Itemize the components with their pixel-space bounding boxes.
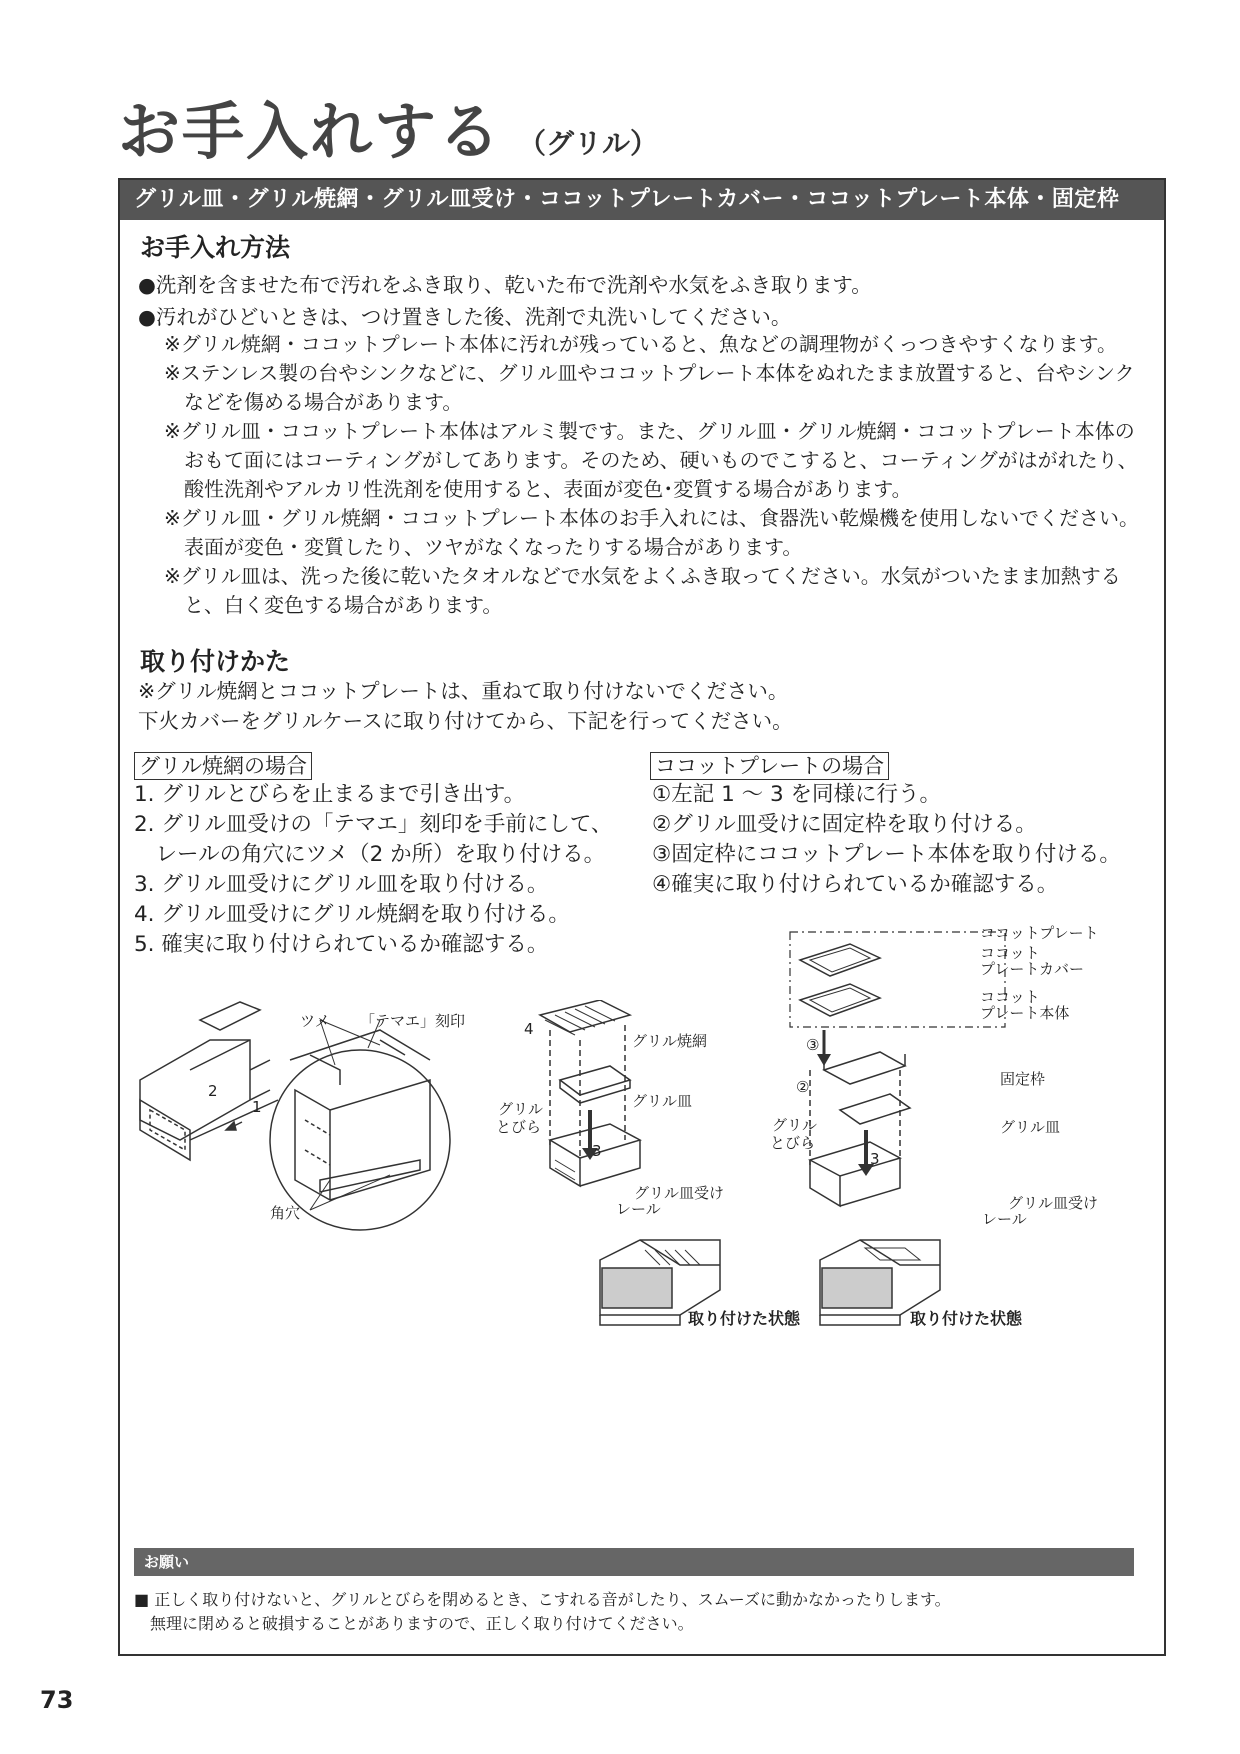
- cocotte-step: ②グリル皿受けに固定枠を取り付ける。: [652, 812, 1037, 837]
- care-note-6: ※グリル皿は、洗った後に乾いたタオルなどで水気をよくふき取ってください。水気がついたまま加熱すると、白く変色する場合があります。: [164, 564, 1121, 617]
- grill-net-steps: [134, 780, 612, 960]
- label-num-3: 3: [592, 1142, 602, 1160]
- content-frame: [118, 178, 1166, 1656]
- care-notes: [164, 330, 1144, 620]
- care-note-5: 表面が変色・変質したり、ツヤがなくなったりする場合があります。: [184, 535, 803, 559]
- label-num-2: 2: [208, 1082, 218, 1100]
- label-temae: 「テマエ」刻印: [360, 1012, 466, 1030]
- request-heading: お願い: [134, 1548, 1134, 1576]
- attach-line-2: 下火カバーをグリルケースに取り付けてから、下記を行ってください。: [138, 709, 793, 733]
- label-num-4: 4: [524, 1020, 534, 1038]
- care-bullet-1: ●洗剤を含ませた布で汚れをふき取り、乾いた布で洗剤や水気をふき取ります。: [138, 273, 872, 297]
- care-note-3: ※グリル皿・ココットプレート本体はアルミ製です。また、グリル皿・グリル焼網・ココットプレート本体のおもて面にはコーティングがしてあります。そのため、硬いものでこすると、コーティングがはがれたり、酸性洗剤やアルカリ性洗剤を使用すると、表面が変色･変質する場合があります。: [164, 419, 1138, 501]
- attached-caption-1: 取り付けた状態: [688, 1309, 801, 1328]
- label-body-1: ココット: [980, 988, 1040, 1006]
- label-body-2: プレート本体: [980, 1004, 1070, 1022]
- cocotte-step: ④確実に取り付けられているか確認する。: [652, 872, 1059, 897]
- title-main: お手入れする: [118, 95, 503, 168]
- care-note-4: ※グリル皿・グリル焼網・ココットプレート本体のお手入れには、食器洗い乾燥機を使用しないでください。: [164, 506, 1139, 530]
- request-line-2: 無理に閉めると破損することがありますので、正しく取り付けてください。: [134, 1614, 694, 1633]
- label-tobira-1: グリル: [498, 1100, 544, 1118]
- page-title: [118, 82, 658, 171]
- care-bullet-2: ●汚れがひどいときは、つけ置きした後、洗剤で丸洗いしてください。: [138, 305, 792, 329]
- label-circ-3: ③: [806, 1036, 820, 1054]
- page-number: 73: [40, 1686, 74, 1714]
- label-tsume: ツメ: [300, 1012, 330, 1030]
- cocotte-step: ③固定枠にココットプレート本体を取り付ける。: [652, 842, 1121, 867]
- label-circ-2: ②: [796, 1078, 810, 1096]
- grill-net-step: 5. 確実に取り付けられているか確認する。: [134, 932, 549, 957]
- grill-net-step: 3. グリル皿受けにグリル皿を取り付ける。: [134, 872, 549, 897]
- attached-caption-2: 取り付けた状態: [910, 1309, 1023, 1328]
- cocotte-label: ココットプレートの場合: [650, 752, 889, 780]
- grill-net-step: 2. グリル皿受けの「テマエ」刻印を手前にして、: [134, 812, 613, 837]
- section-bar: グリル皿・グリル焼網・グリル皿受け・ココットプレートカバー・ココットプレート本体・固定枠: [120, 180, 1164, 220]
- grill-net-step: 1. グリルとびらを止まるまで引き出す。: [134, 782, 526, 807]
- label-tobira-3: グリル: [772, 1116, 818, 1134]
- care-note-2: ※ステンレス製の台やシンクなどに、グリル皿やココットプレート本体をぬれたまま放置すると、台やシンクなどを傷める場合があります。: [164, 361, 1135, 414]
- request-line-1: ■ 正しく取り付けないと、グリルとびらを閉めるとき、こすれる音がしたり、スムーズに動かなかったりします。: [134, 1590, 951, 1609]
- label-sarauke: グリル皿受け: [634, 1184, 725, 1202]
- request-text: [134, 1588, 951, 1636]
- label-num-1: 1: [252, 1098, 262, 1116]
- grill-net-label: グリル焼網の場合: [134, 752, 312, 780]
- label-tobira-2: とびら: [496, 1118, 542, 1136]
- grill-net-step: 4. グリル皿受けにグリル焼網を取り付ける。: [134, 902, 570, 927]
- label-tobira-4: とびら: [770, 1134, 816, 1152]
- label-sarauke-2: グリル皿受け: [1008, 1194, 1099, 1212]
- label-koteiwaku: 固定枠: [1000, 1070, 1046, 1088]
- label-cover-1: ココット: [980, 944, 1040, 962]
- cocotte-steps: [652, 780, 1121, 900]
- label-rail-2: レール: [982, 1210, 1027, 1228]
- label-yakiami: グリル焼網: [632, 1032, 708, 1050]
- label-cover-2: プレートカバー: [980, 960, 1084, 978]
- attach-line-1: ※グリル焼網とココットプレートは、重ねて取り付けないでください。: [138, 679, 789, 703]
- label-rail: レール: [616, 1200, 661, 1218]
- label-num-3b: 3: [870, 1150, 880, 1168]
- attach-heading: 取り付けかた: [140, 647, 291, 676]
- care-note-1: ※グリル焼網・ココットプレート本体に汚れが残っていると、魚などの調理物がくっつきやすくなります。: [164, 332, 1117, 356]
- label-cocotte-plate: ココットプレート: [980, 924, 1099, 942]
- label-sara: グリル皿: [632, 1092, 693, 1110]
- care-heading: お手入れ方法: [140, 233, 291, 262]
- cocotte-step: ①左記 1 ～ 3 を同様に行う。: [652, 782, 941, 807]
- label-sara-2: グリル皿: [1000, 1118, 1061, 1136]
- grill-net-step: レールの角穴にツメ（2 か所）を取り付ける。: [134, 842, 606, 867]
- label-kakuana: 角穴: [270, 1204, 301, 1222]
- title-sub: （グリル）: [518, 127, 659, 160]
